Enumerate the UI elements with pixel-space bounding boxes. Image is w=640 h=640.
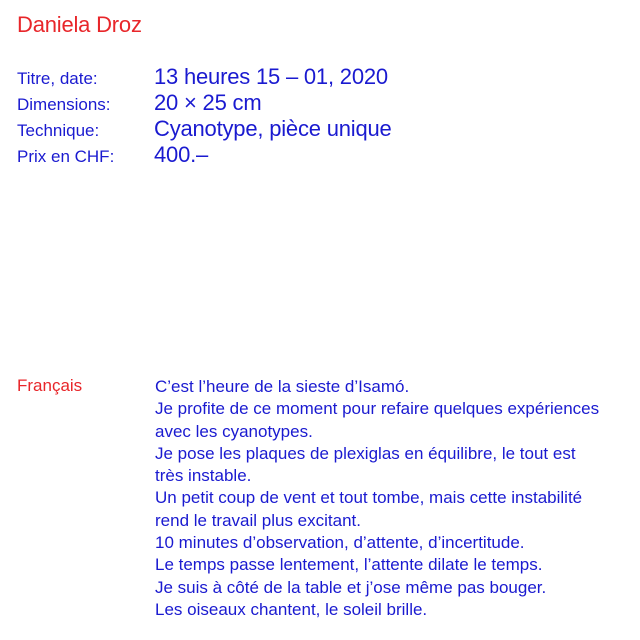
title-date-row xyxy=(17,64,392,90)
text-line xyxy=(155,487,635,532)
text-line-first: C’est l’heure de la sieste d’Isamó. xyxy=(155,377,410,396)
text-line-first: Je profite de ce moment pour refaire quelques expériences xyxy=(155,399,600,419)
text-line xyxy=(155,532,635,554)
text-line xyxy=(155,398,635,443)
text-line-first: Le temps passe lentement, l’attente dilate le temps. xyxy=(155,555,543,575)
text-line-continuation: très instable. xyxy=(155,466,252,486)
text-line xyxy=(155,577,635,599)
price-row xyxy=(17,142,392,168)
artist-name: Daniela Droz xyxy=(17,12,142,37)
text-line-first: Je suis à côté de la table et j’ose même pas bouger. xyxy=(155,577,547,597)
dimensions-value: 20 × 25 cm xyxy=(154,90,262,115)
title-date-label: Titre, date: xyxy=(17,69,98,88)
text-line-continuation: rend le travail plus excitant. xyxy=(155,510,361,530)
technique-row xyxy=(17,116,392,142)
dimensions-label: Dimensions: xyxy=(17,95,111,114)
title-date-value: 13 heures 15 – 01, 2020 xyxy=(154,64,388,89)
technique-value: Cyanotype, pièce unique xyxy=(154,116,392,141)
technique-label: Technique: xyxy=(17,121,100,140)
artwork-details xyxy=(17,64,392,168)
price-value: 400.– xyxy=(154,142,209,167)
text-line xyxy=(155,376,635,398)
price-label: Prix en CHF: xyxy=(17,147,115,166)
text-line-first: Les oiseaux chantent, le soleil brille. xyxy=(155,599,428,619)
text-line-first: Un petit coup de vent et tout tombe, mais cette instabilité xyxy=(155,488,583,508)
text-line xyxy=(155,554,635,576)
dimensions-row xyxy=(17,90,392,116)
text-line xyxy=(155,599,635,621)
text-line xyxy=(155,443,635,488)
text-line-continuation: avec les cyanotypes. xyxy=(155,421,313,441)
text-line-first: 10 minutes d’observation, d’attente, d’incertitude. xyxy=(155,533,525,553)
language-label: Français xyxy=(17,376,83,395)
description-text xyxy=(155,376,635,621)
text-line-first: Je pose les plaques de plexiglas en équilibre, le tout est xyxy=(155,443,576,463)
